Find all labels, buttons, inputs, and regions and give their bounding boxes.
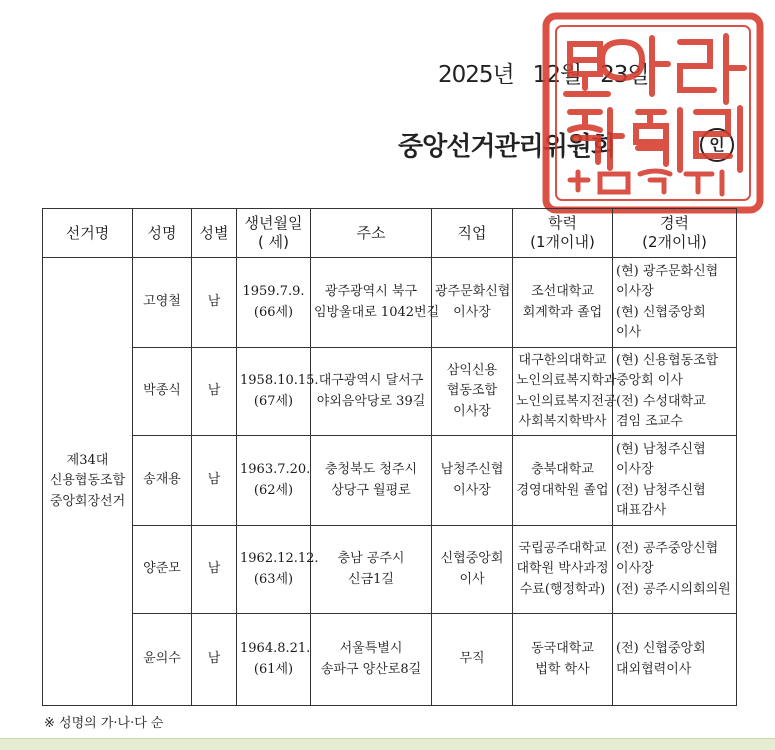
address-cell-line: 야외음악당로 39길 [316,393,426,409]
occupation-cell-line: 이사장 [453,482,491,498]
candidate-sex-cell: 남 [192,614,237,706]
table-row [43,348,737,436]
notice-date: 2025년 12월 23일 [438,62,649,88]
birthdate-cell [237,614,311,706]
issuing-organization: 중앙선거관리위원회 [398,132,616,162]
occupation-cell-line: 협동조합 [446,383,498,399]
candidate-table [42,208,737,706]
career-cell-line: (현) 신용협동조합 [616,353,719,369]
education-cell-line: 사회복지학박사 [518,413,607,429]
address-cell-line: 송파구 양산로8길 [320,661,422,677]
career-cell [613,526,737,614]
education-cell [513,258,613,348]
birthdate-cell-line: (62세) [253,482,294,498]
career-cell-line: (현) 광주문화신협 [616,264,719,280]
header-occupation: 직업 [432,209,513,258]
header-name: 성명 [133,209,192,258]
birthdate-cell-line: (67세) [253,393,294,409]
career-cell-line: 이사장 [616,462,654,478]
career-cell-line: 대표감사 [616,502,667,518]
header-birthdate: 생년월일 ( 세) [237,209,311,258]
candidate-name-cell: 윤의수 [133,614,192,706]
candidate-sex-cell: 남 [192,436,237,526]
official-seal-stamp [540,8,768,216]
header-sex: 성별 [192,209,237,258]
birthdate-cell [237,526,319,614]
education-cell-line: 법학 학사 [535,661,590,677]
header-career: 경력 (2개이내) [613,209,737,258]
education-cell-line: 충북대학교 [531,462,594,478]
birthdate-cell-line: 1964.8.21. [240,641,311,657]
occupation-cell-line: 이사 [459,571,485,587]
header-education: 학력 (1개이내) [513,209,613,258]
birthdate-cell-line: 1959.7.9. [242,284,305,300]
career-cell-line: 이사 [616,324,642,340]
candidate-name-cell: 양준모 [133,526,192,614]
career-cell [613,348,737,436]
occupation-cell-line: 이사장 [453,403,491,419]
table-header-row [43,209,737,258]
education-cell-line: 노인의료복지학과 [516,373,617,389]
birthdate-cell-line: (61세) [253,661,294,677]
address-cell-line: 서울특별시 [339,641,403,657]
header-address: 주소 [311,209,432,258]
address-cell-line: 광주광역시 북구 [324,284,418,300]
career-cell [613,258,737,348]
birthdate-cell [237,348,319,436]
table-row [43,614,737,706]
occupation-cell [432,526,513,614]
candidate-name-cell: 박종식 [133,348,192,436]
candidate-sex-cell: 남 [192,258,237,348]
table-row [43,526,737,614]
education-cell-line: 노인의료복지전공 [516,393,617,409]
occupation-cell [432,614,513,706]
education-cell [513,526,613,614]
address-cell [311,348,432,436]
occupation-cell-line: 무직 [459,651,485,667]
career-cell-line: (현) 신협중앙회 [616,304,706,320]
career-cell-line: 이사장 [616,284,654,300]
career-cell-line: (전) 수성대학교 [616,393,706,409]
address-cell-line: 충청북도 청주시 [324,462,418,478]
education-cell-line: 조선대학교 [531,284,594,300]
education-cell-line: 동국대학교 [531,641,594,657]
address-cell [311,614,432,706]
occupation-cell [432,348,513,436]
occupation-cell-line: 이사장 [453,304,491,320]
election-name-cell: 제34대 신용협동조합 중앙회장선거 [43,258,133,706]
education-cell [513,436,613,526]
education-cell-line: 수료(행정학과) [519,581,606,597]
table-row [43,436,737,526]
occupation-cell-line: 삼익신용 [446,363,498,379]
occupation-cell [432,436,513,526]
page-bottom-bar [0,738,775,750]
education-cell-line: 경영대학원 졸업 [516,482,609,498]
candidate-sex-cell: 남 [192,348,237,436]
education-cell [513,348,617,436]
career-cell-line: 이사장 [616,561,654,577]
career-cell-line: (전) 남청주신협 [616,482,706,498]
career-cell-line: (현) 남청주신협 [616,442,706,458]
candidate-name-cell: 고영철 [133,258,192,348]
birthdate-cell-line: (66세) [253,304,294,320]
table-row [43,258,737,348]
career-cell-line: 중앙회 이사 [616,373,683,389]
address-cell [311,436,432,526]
occupation-cell-line: 광주문화신협 [435,284,511,300]
address-cell-line: 임방울대로 1042번길 [314,304,440,320]
address-cell-line: 신금1길 [348,571,394,587]
birthdate-cell [237,436,311,526]
address-cell-line: 대구광역시 달서구 [318,373,424,389]
education-cell-line: 대학원 박사과정 [516,561,609,577]
education-cell [513,614,613,706]
career-cell-line: (전) 신협중앙회 [616,641,706,657]
occupation-cell [432,258,513,348]
career-cell-line: (전) 공주시의회의원 [616,581,731,597]
address-cell-line: 상당구 월평로 [331,482,411,498]
candidate-name-cell: 송재용 [133,436,192,526]
address-cell-line: 충남 공주시 [337,551,405,567]
candidate-sex-cell: 남 [192,526,237,614]
birthdate-cell [237,258,311,348]
education-cell-line: 국립공주대학교 [518,541,607,557]
birthdate-cell-line: 1962.12.12. [240,551,319,567]
occupation-cell-line: 남청주신협 [440,462,504,478]
seal-mark-in: 인 [700,128,734,162]
career-cell [613,614,737,706]
address-cell [311,526,432,614]
address-cell [311,258,440,348]
career-cell-line: 대외협력이사 [616,661,692,677]
birthdate-cell-line: 1958.10.15. [240,373,319,389]
occupation-cell-line: 신협중앙회 [440,551,504,567]
education-cell-line: 회계학과 졸업 [522,304,603,320]
education-cell-line: 대구한의대학교 [518,353,607,369]
footnote: ※ 성명의 가·나·다 순 [44,716,164,731]
career-cell-line: (전) 공주중앙신협 [616,541,719,557]
career-cell [613,436,737,526]
header-election: 선거명 [43,209,133,258]
birthdate-cell-line: (63세) [253,571,294,587]
career-cell-line: 겸임 조교수 [616,413,683,429]
birthdate-cell-line: 1963.7.20. [240,462,311,478]
